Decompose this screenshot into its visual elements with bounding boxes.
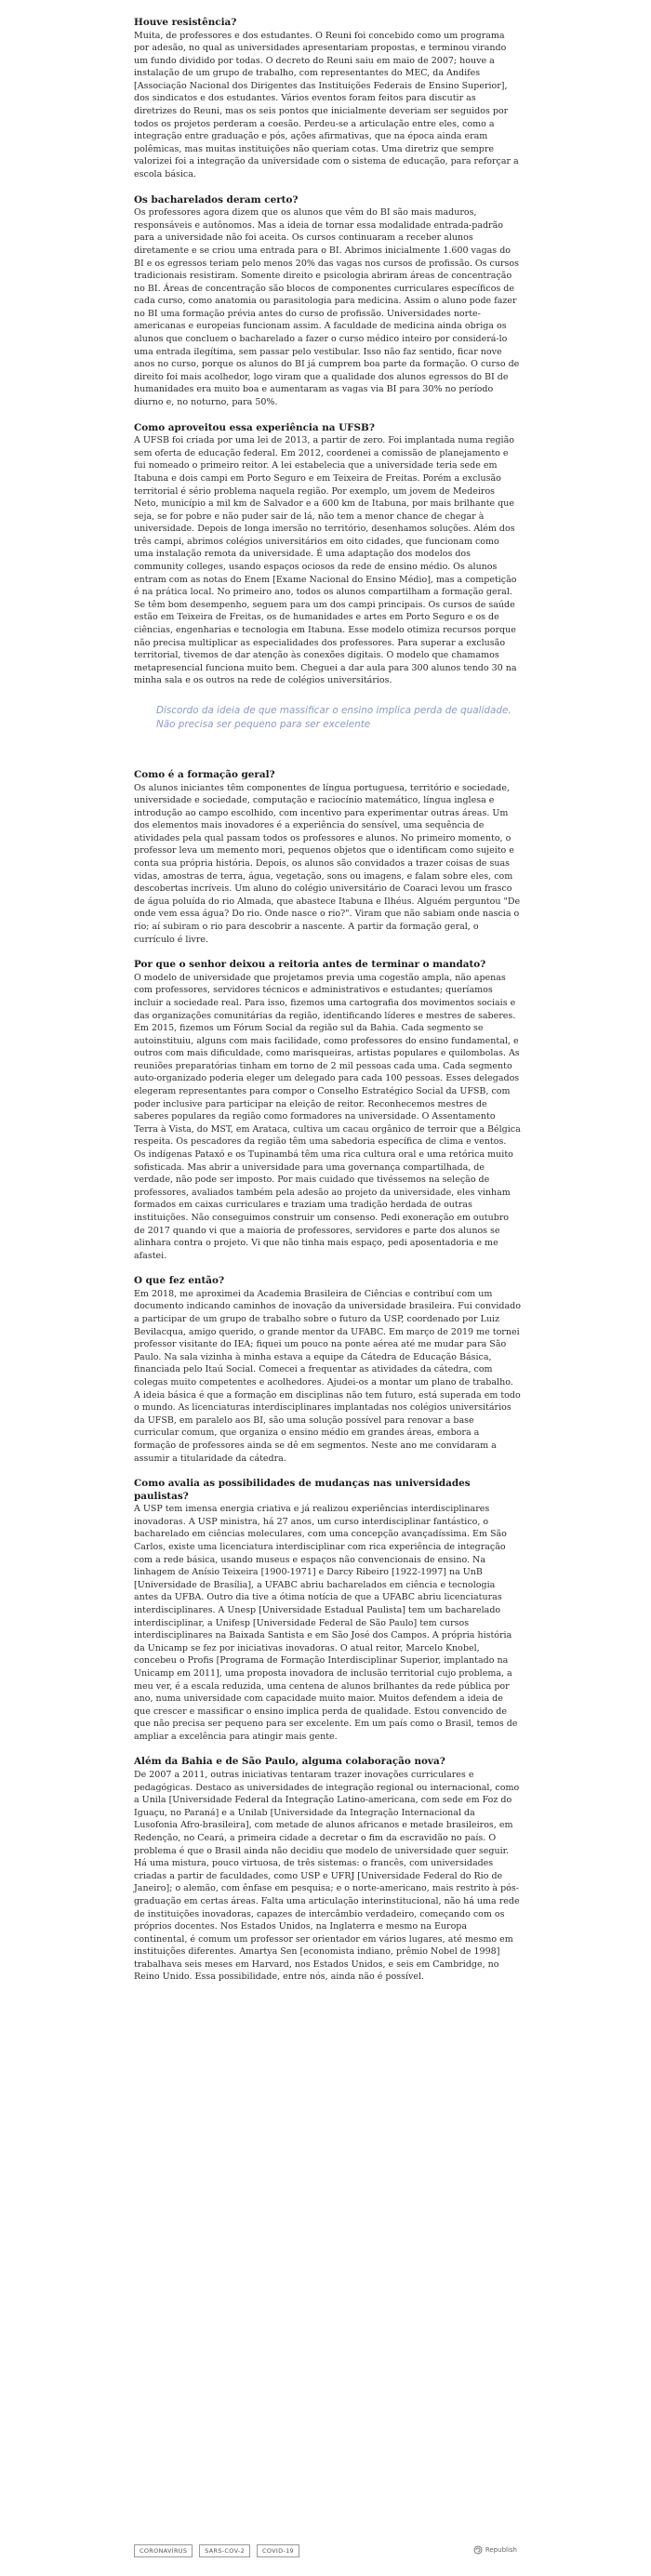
answer-paragraph: O modelo de universidade que projetamos previa uma cogestão ampla, não apenas com professores, servidores técnicos e administrativos e estudantes; queríamos incluir a sociedade real. Para isso, fizemos uma cartografia dos movimentos sociais e das organizações comunitárias da região, identificando líderes e mestres de saberes. Em 2015, fizemos um Fórum Social da região sul da Bahia. Cada segmento se autoinstituiu, alguns com mais facilidade, como professores do ensino fundamental, e outros com mais dificuldade, como marisqueiras, artistas populares e quilombolas. As reuniões preparatórias tinham em torno de 2 mil pessoas cada uma. Cada segmento auto-organizado poderia eleger um delegado para cada 100 pessoas. Esses delegados elegeram representantes para compor o Conselho Estratégico Social da UFSB, com poder inclusive para participar na eleição de reitor. Reconhecemos mestres de saberes populares da região como formadores na universidade. O Assentamento Terra à Vista, do MST, em Arataca, cultiva um cacau orgânico de terroir que a Bélgica respeita. Os pescadores da região têm uma sabedoria específica de clima e ventos. Os indígenas Pataxó e os Tupinambá têm uma rica cultura oral e uma retórica muito sofisticada. Mas abrir a universidade para uma governança compartilhada, de verdade, não pode ser imposto. Por mais cuidado que tivéssemos na seleção de professores, avaliados também pela adesão ao projeto da universidade, eles vinham formados em caixas curriculares e traziam uma tradição herdada de outras instituições. Não conseguimos construir um consenso. Pedi exoneração em outubro de 2017 quando vi que a maioria de professores, servidores e parte dos alunos se alinhara contra o projeto. Vi que não tinha mais espaço, pedi aposentadoria e me afastei. [134,972,521,1261]
question-heading: Como aproveitou essa experiência na UFSB? [134,421,375,433]
answer-paragraph: Muita, de professores e dos estudantes. O Reuni foi concebido como um programa por adesão, no qual as universidades apresentariam propostas, e terminou virando um fundo dividido por todas. O decreto do Reuni saiu em maio de 2007; houve a instalação de um grupo de trabalho, com representantes do MEC, da Andifes [Associação Nacional dos Dirigentes das Instituições Federais de Ensino Superior], dos sindicatos e dos estudantes. Vários eventos foram feitos para discutir as diretrizes do Reuni, mas os seis pontos que inicialmente deveriam ser seguidos por todos os projetos perderam a coesão. Perdeu-se a articulação entre eles, como a integração entre graduação e pós, ações afirmativas, que na época ainda eram polêmicas, mas muitas instituições não queriam cotas. Uma diretriz que sempre valorizei foi a integração da universidade com o sistema de educação, para reforçar a escola básica. [134,30,519,180]
qa-section [134,769,521,946]
answer-paragraph: A UFSB foi criada por uma lei de 2013, a partir de zero. Foi implantada numa região sem oferta de educação federal. Em 2012, coordenei a comissão de planejamento e fui nomeado o primeiro reitor. A lei estabelecia que a universidade teria sede em Itabuna e dois campi em Porto Seguro e em Teixeira de Freitas. Porém a exclusão territorial é sério problema naquela região. Por exemplo, um jovem de Medeiros Neto, município a mil km de Salvador e a 600 km de Itabuna, por mais brilhante que seja, se for pobre e não puder sair de lá, não tem a menor chance de chegar à universidade. Depois de longa imersão no território, desenhamos soluções. Além dos três campi, abrimos colégios universitários em oito cidades, que funcionam como uma instalação remota da universidade. É uma adaptação dos modelos dos community colleges, usando espaços ociosos da rede de ensino médio. Os alunos entram com as notas do Enem [Exame Nacional do Ensino Médio], mas a competição é na prática local. No primeiro ano, todos os alunos compartilham a formação geral. Se têm bom desempenho, seguem para um dos campi principais. Os cursos de saúde estão em Teixeira de Freitas, os de humanidades e artes em Porto Seguro e os de ciências, engenharias e tecnologia em Itabuna. Esse modelo otimiza recursos porque não precisa multiplicar as especialidades dos professores. Para superar a exclusão territorial, tivemos de dar atenção às conexões digitais. O modelo que chamamos metapresencial funciona muito bem. Cheguei a dar aula para 300 alunos tendo 30 na minha sala e os outros na rede de colégios universitários. [134,435,517,686]
question-heading: Houve resistência? [134,17,237,28]
tag-covid-19[interactable]: COVID-19 [257,2544,299,2557]
pull-quote: Discordo da ideia de que massificar o ensino implica perda de qualidade. Não precisa ser pequeno para ser excelente [156,705,512,730]
qa-section [134,1275,521,1465]
tag-coronavirus[interactable]: CORONAVÍRUS [134,2544,193,2557]
answer-paragraph: Os alunos iniciantes têm componentes de língua portuguesa, território e sociedade, universidade e sociedade, computação e raciocínio matemático, língua inglesa e introdução ao campo escolhido, com incentivo para experimentar outras áreas. Um dos elementos mais inovadores é a experiência do sensível, uma sequência de atividades pela qual passam todos os professores e alunos. No primeiro momento, o professor leva um memento mori, pequenos objetos que o identificam como sujeito e conta sua própria história. Depois, os alunos são convidados a trazer coisas de suas vidas, amostras de terra, água, vegetação, sons ou imagens, e falam sobre eles, com descobertas incríveis. Um aluno do colégio universitário de Coaraci levou um frasco de água poluída do rio Almada, que abastece Itabuna e Ilhéus. Alguém perguntou "De onde vem essa água? Do rio. Onde nasce o rio?". Viram que não sabiam onde nascia o rio; aí subiram o rio para descobrir a nascente. A partir da formação geral, o currículo é livre. [134,782,521,945]
qa-section [134,422,521,687]
republish-label: Republish [485,2546,517,2554]
answer-paragraph: Os professores agora dizem que os alunos que vêm do BI são mais maduros, responsáveis e autônomos. Mas a ideia de tornar essa modalidade entrada-padrão para a universidade não foi aceita. Os cursos continuaram a receber alunos diretamente e se criou uma entrada para o BI. Abrimos inicialmente 1.600 vagas do BI e os egressos teriam pelo menos 20% das vagas nos cursos de profissão. Os cursos tradicionais resistiram. Somente direito e psicologia abriram áreas de concentração no BI. Áreas de concentração são blocos de componentes curriculares específicos de cada curso, como anatomia ou parasitologia para medicina. Assim o aluno pode fazer no BI uma formação prévia antes do curso de profissão. Universidades norte-americanas e europeias funcionam assim. A faculdade de medicina ainda obriga os alunos que concluem o bacharelado a fazer o curso médico inteiro por considerá-lo uma entrada ilegítima, sem passar pelo vestibular. Isso não faz sentido, ficar nove anos no curso, porque os alunos do BI já cumprem boa parte da formação. O curso de direito foi mais acolhedor, logo viram que a qualidade dos alunos egressos do BI de humanidades era muito boa e aumentaram as vagas via BI para 30% no período diurno e, no noturno, para 50%. [134,207,520,408]
article-body [134,17,521,1997]
question-heading: O que fez então? [134,1275,225,1287]
question-heading: Além da Bahia e de São Paulo, alguma colaboração nova? [134,1756,445,1768]
qa-section [134,1478,521,1743]
question-heading: Os bacharelados deram certo? [134,193,299,206]
tag-list [134,2544,299,2557]
republish-link[interactable] [473,2545,517,2555]
question-heading: Como é a formação geral? [134,769,275,780]
republish-icon [473,2545,483,2555]
tag-sars-cov-2[interactable]: SARS-COV-2 [199,2544,250,2557]
qa-section [134,194,521,409]
answer-paragraph: A USP tem imensa energia criativa e já realizou experiências interdisciplinares inovadoras. A USP ministra, há 27 anos, um curso interdisciplinar fantástico, o bacharelado em ciências moleculares, com uma concepção avançadíssima. Em São Carlos, existe uma licenciatura interdisciplinar com rica experiência de integração com a rede básica, usando museus e espaços não convencionais de ensino. Na linhagem de Anísio Teixeira [1900-1971] e Darcy Ribeiro [1922-1997] na UnB [Universidade de Brasília], a UFABC abriu bacharelados em ciência e tecnologia antes da UFBA. Outro dia tive a ótima notícia de que a UFABC abriu licenciaturas interdisciplinares. A Unesp [Universidade Estadual Paulista] tem um bacharelado interdisciplinar, a Unifesp [Universidade Federal de São Paulo] tem cursos interdisciplinares na Baixada Santista e em São José dos Campos. A própria história da Unicamp se fez por iniciativas inovadoras. O atual reitor, Marcelo Knobel, concebeu o Profis [Programa de Formação Interdisciplinar Superior, implantado na Unicamp em 2011], uma proposta inovadora de inclusão territorial cujo problema, a meu ver, é a escala reduzida, uma centena de alunos brilhantes da rede pública por ano, numa universidade com capacidade muito maior. Muitos defendem a ideia de que crescer e massificar o ensino implica perda de qualidade. Estou convencido de que não precisa ser pequeno para ser excelente. Em um país como o Brasil, temos de ampliar a excelência para atingir mais gente. [134,1504,518,1742]
qa-section [134,17,521,181]
qa-section [134,1756,521,1984]
answer-paragraph: Em 2018, me aproximei da Academia Brasileira de Ciências e contribuí com um documento indicando caminhos de inovação da universidade brasileira. Fui convidado a participar de um grupo de trabalho sobre o futuro da USP, coordenado por Luiz Bevilacqua, amigo querido, o grande mentor da UFABC. Em março de 2019 me tornei professor visitante do IEA; fiquei um pouco na ponte aérea até me mudar para São Paulo. Na sala vizinha à minha estava a equipe da Cátedra de Educação Básica, financiada pelo Itaú Social. Comecei a frequentar as atividades da cátedra, com colegas muito competentes e acolhedores. Ajudei-os a montar um plano de trabalho. A ideia básica é que a formação em disciplinas não tem futuro, está superada em todo o mundo. As licenciaturas interdisciplinares implantadas nos colégios universitários da UFSB, em paralelo aos BI, são uma solução possível para renovar a base curricular comum, que organiza o ensino médio em grandes áreas, embora a formação de professores ainda se dê em segmentos. Neste ano me convidaram a assumir a titularidade da cátedra. [134,1288,521,1464]
question-heading: Por que o senhor deixou a reitoria antes de terminar o mandato? [134,959,486,971]
qa-section [134,959,521,1262]
question-heading: Como avalia as possibilidades de mudanças nas universidades paulistas? [134,1478,471,1502]
answer-paragraph: De 2007 a 2011, outras iniciativas tentaram trazer inovações curriculares e pedagógicas. Destaco as universidades de integração regional ou internacional, como a Unila [Universidade Federal da Integração Latino-americana, com sede em Foz do Iguaçu, no Paraná] e a Unilab [Universidade da Integração Internacional da Lusofonia Afro-brasileira], com metade de alunos africanos e metade brasileiros, em Redenção, no Ceará, a primeira cidade a decretar o fim da escravidão no país. O problema é que o Brasil ainda não decidiu que modelo de universidade quer seguir. Há uma mistura, pouco virtuosa, de três sistemas: o francês, com universidades criadas a partir de faculdades, como USP e UFRJ [Universidade Federal do Rio de Janeiro]; o alemão, com ênfase em pesquisa; e o norte-americano, mais restrito à pós-graduação em certas áreas. Falta uma articulação interinstitucional, não há uma rede de instituições inovadoras, capazes de intercâmbio verdadeiro, começando com os próprios docentes. Nos Estados Unidos, na Inglaterra e mesmo na Europa continental, é comum um professor ser orientador em vários lugares, até mesmo em instituições diferentes. Amartya Sen [economista indiano, prêmio Nobel de 1998] trabalhava seis meses em Harvard, nos Estados Unidos, e seis em Cambridge, no Reino Unido. Essa possibilidade, entre nós, ainda não é possível. [134,1769,520,1983]
